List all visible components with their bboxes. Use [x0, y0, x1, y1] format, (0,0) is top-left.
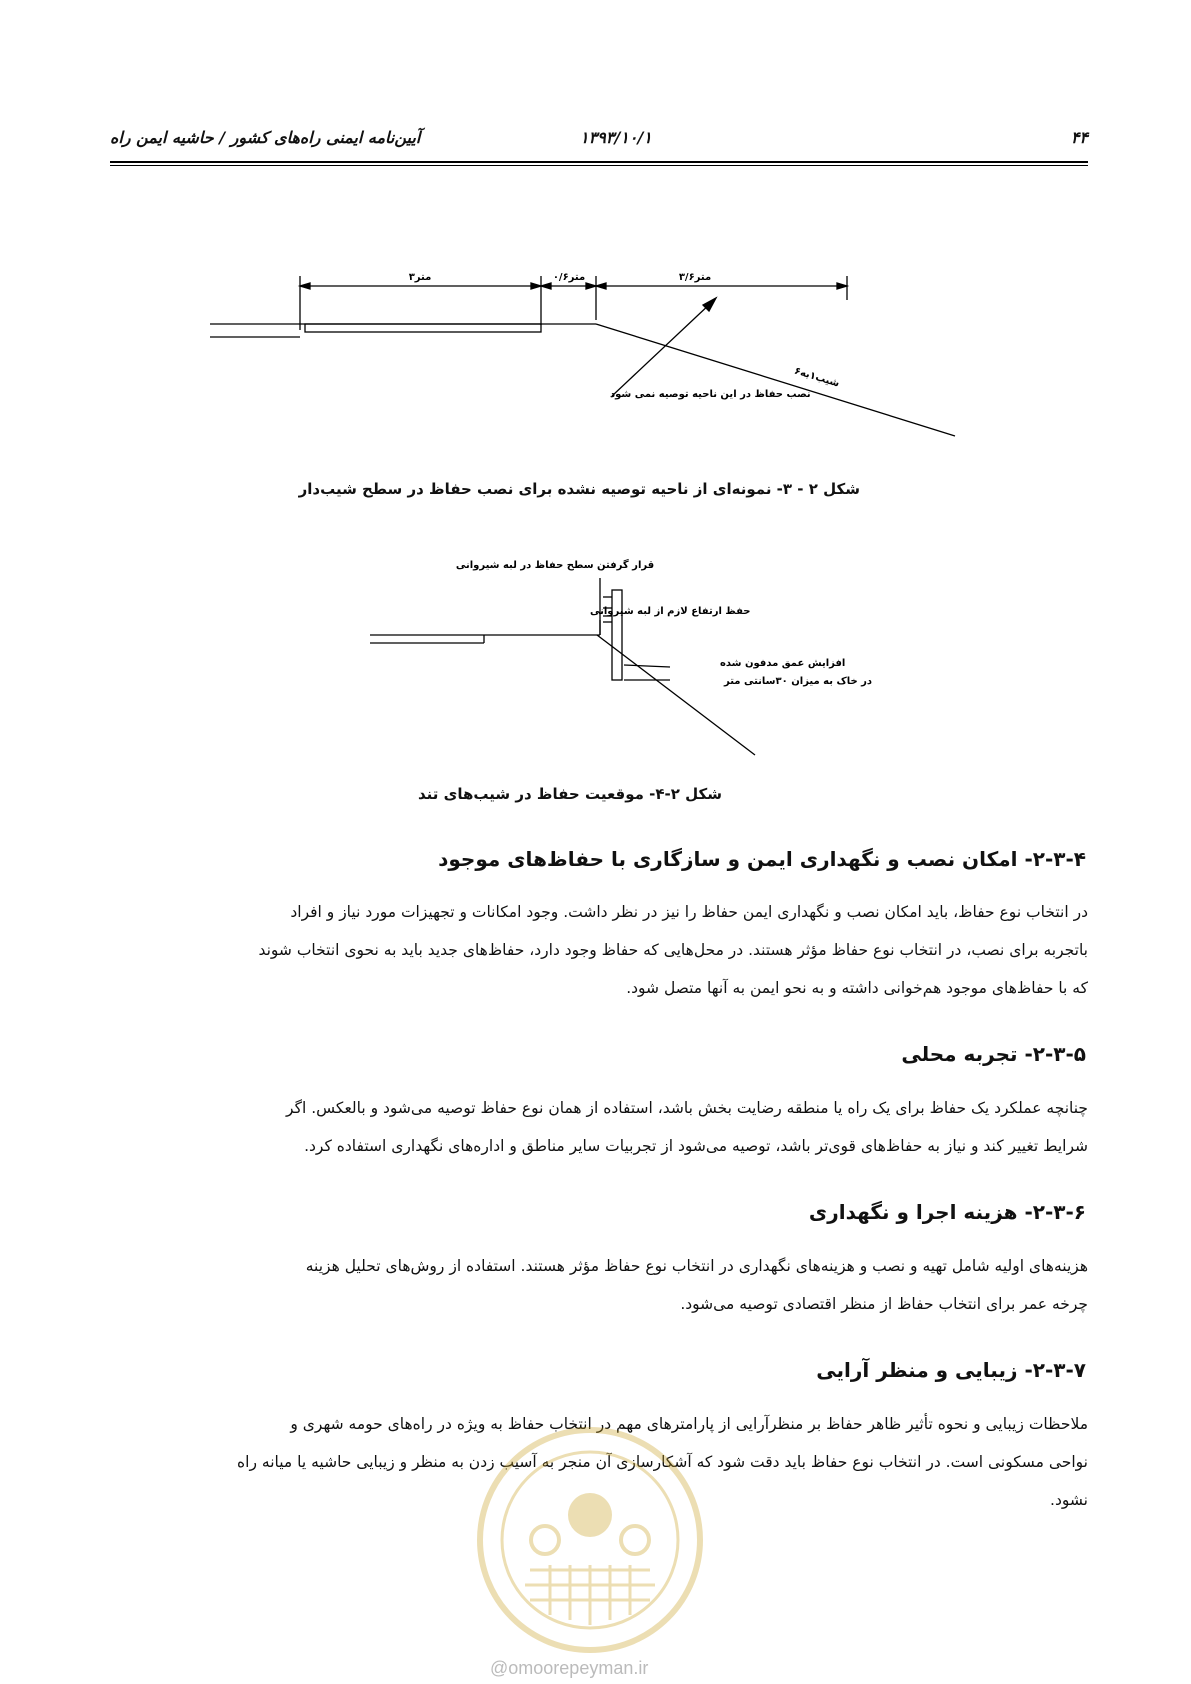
figure2-top-label: قرار گرفتن سطح حفاظ در لبه شیروانی	[455, 560, 655, 571]
paragraph-line: که با حفاظ‌های موجود هم‌خوانی داشته و به نحو ایمن به آنها متصل شود.	[626, 979, 1088, 997]
dim-right-label: ۳/۶متر	[678, 272, 712, 283]
header-rule	[110, 161, 1088, 163]
document-date: ۱۳۹۳/۱۰/۱	[580, 128, 652, 147]
watermark-seal-icon	[470, 1420, 710, 1660]
page-number: ۴۴	[1070, 128, 1088, 147]
dim-left-label: ۳متر	[408, 272, 432, 283]
paragraph-line: ملاحظات زیبایی و نحوه تأثیر ظاهر حفاظ بر منظرآرایی از پارامترهای مهم در انتخاب حفاظ به ویژه در راه‌های حومه شهری و	[290, 1415, 1088, 1433]
section-heading-aesthetics: ۲-۳-۷- زیبایی و منظر آرایی	[816, 1358, 1086, 1382]
section-heading-cost: ۲-۳-۶- هزینه اجرا و نگهداری	[808, 1200, 1086, 1224]
paragraph-line: در انتخاب نوع حفاظ، باید امکان نصب و نگهداری ایمن حفاظ را نیز در نظر داشت. وجود امکانات و تجهیزات مورد نیاز و افراد	[290, 903, 1088, 921]
figure1-caption: شکل ۲ - ۳- نمونه‌ای از ناحیه توصیه نشده برای نصب حفاظ در سطح شیب‌دار	[298, 480, 860, 498]
watermark-url: @omoorepeyman.ir	[490, 1658, 649, 1678]
paragraph-line: چنانچه عملکرد یک حفاظ برای یک راه یا منطقه رضایت بخش باشد، استفاده از همان نوع حفاظ توصیه می‌شود و بالعکس. اگر	[286, 1099, 1088, 1117]
section-heading-local-experience: ۲-۳-۵- تجربه محلی	[901, 1042, 1086, 1066]
section-heading-installation: ۲-۳-۴- امکان نصب و نگهداری ایمن و سازگاری با حفاظ‌های موجود	[438, 847, 1086, 871]
figure2-caption: شکل ۲-۴- موقعیت حفاظ در شیب‌های تند	[417, 785, 723, 803]
figure2-side-label: حفظ ارتفاع لازم از لبه شیروانی	[590, 606, 751, 617]
page-header	[110, 128, 1088, 164]
paragraph-line: نواحی مسکونی است. در انتخاب نوع حفاظ باید دقت شود که آشکارسازی آن منجر به آسیب زدن به منظر و زیبایی حاشیه یا میانه راه	[237, 1453, 1088, 1471]
header-rule-thin	[110, 165, 1088, 166]
slope-label: شیب۱به۶	[792, 365, 841, 390]
paragraph-line: باتجربه برای نصب، در انتخاب نوع حفاظ مؤثر هستند. در محل‌هایی که حفاظ وجود دارد، حفاظ‌های جدید باید به نحوی انتخاب شوند	[258, 941, 1088, 959]
figure2-depth-label-1: افزایش عمق مدفون شده	[720, 658, 846, 669]
section-paragraph-local-experience	[110, 1089, 1088, 1165]
paragraph-line: نشود.	[1050, 1491, 1088, 1509]
figure-steep-slope-diagram	[0, 540, 1191, 760]
figure1-note: نصب حفاظ در این ناحیه توصیه نمی شود	[610, 389, 811, 400]
paragraph-line: شرایط تغییر کند و نیاز به حفاظ‌های قوی‌تر باشد، توصیه می‌شود از تجربیات سایر مناطق و اداره‌های نگهداری استفاده کرد.	[304, 1137, 1088, 1155]
figure2-depth-label-2: در خاک به میزان ۳۰سانتی متر	[724, 676, 873, 687]
figure-slope-diagram	[0, 240, 1191, 440]
section-paragraph-cost	[110, 1247, 1088, 1323]
paragraph-line: چرخه عمر برای انتخاب حفاظ از منظر اقتصادی توصیه می‌شود.	[680, 1295, 1088, 1313]
dim-middle-label: ۰/۶متر	[552, 272, 586, 283]
document-title: آیین‌نامه ایمنی راه‌های کشور / حاشیه ایمن راه	[110, 128, 421, 147]
section-paragraph-installation	[110, 893, 1088, 1007]
paragraph-line: هزینه‌های اولیه شامل تهیه و نصب و هزینه‌های نگهداری در انتخاب نوع حفاظ مؤثر هستند. استفاده از روش‌های تحلیل هزینه	[305, 1257, 1088, 1275]
